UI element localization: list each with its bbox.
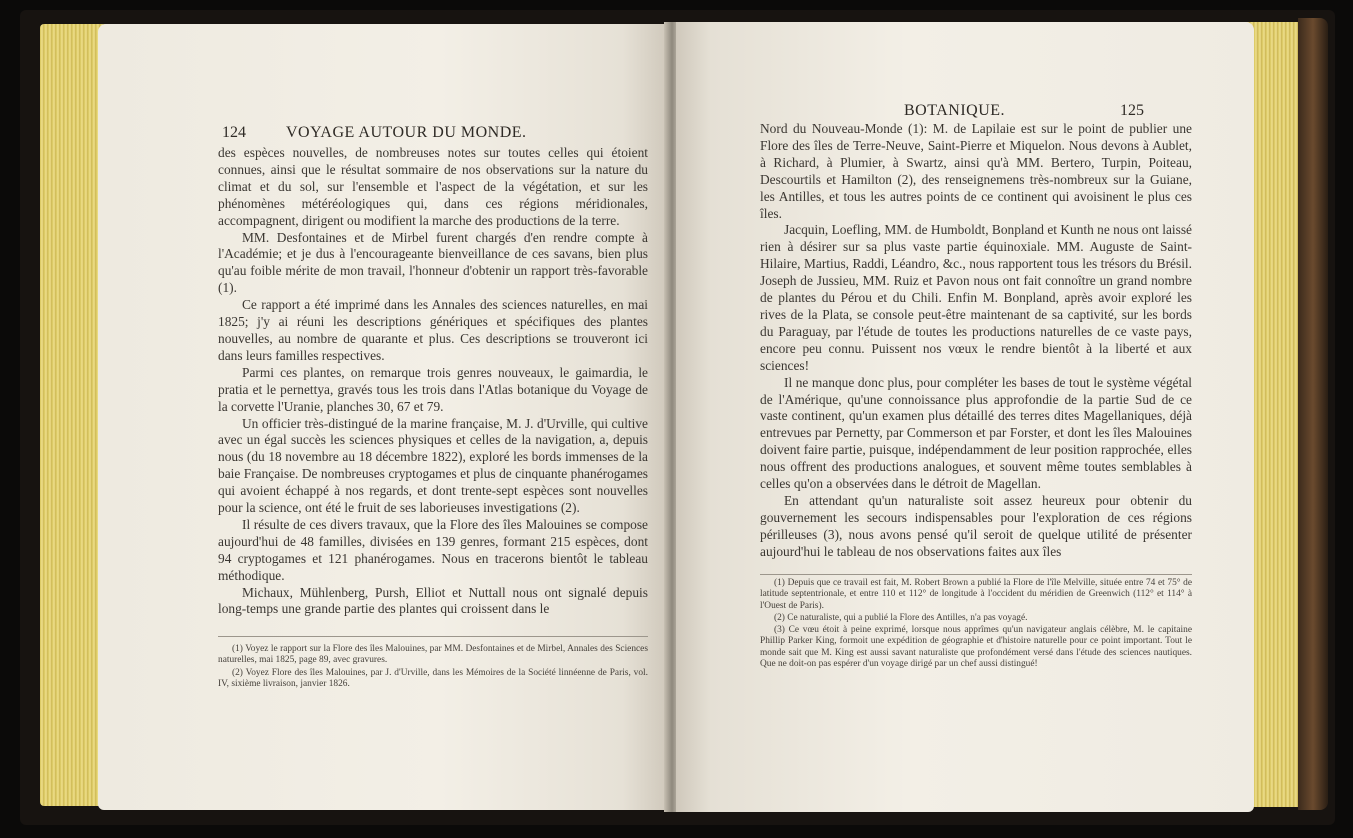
left-footnotes: [218, 644, 648, 691]
right-body-text: [760, 121, 1192, 561]
left-body-text: [218, 145, 648, 618]
footnote-divider: [760, 574, 1192, 575]
page-number-right: 125: [1120, 102, 1144, 119]
paragraph: Ce rapport a été imprimé dans les Annales des sciences naturelles, en mai 1825; j'y ai réuni les descriptions génériques et spécifiques des plantes nouvelles, au nombre de quarante et plus. Ces descriptions se trouveront ici dans leurs familles respectives.: [218, 297, 648, 363]
paragraph: Un officier très-distingué de la marine française, M. J. d'Urville, qui cultive avec un égal succès les sciences physiques et celles de la navigation, a, depuis nous (du 18 novembre au 18 décembre 1822), exploré les bords immenses de la baie Française. De nombreuses cryptogames et plus de cinquante phanérogames qui avoient échappé à nos regards, et dont trente-sept espèces sont nouvelles pour la science, ont été le fruit de ses laborieuses investigations (2).: [218, 415, 648, 516]
leather-cover-edge: [1298, 18, 1328, 810]
footnote: (1) Depuis que ce travail est fait, M. Robert Brown a publié la Flore de l'île Melville, située entre 74 et 75° de latitude septentrionale, et entre 110 et 112° de longitude à l'occident du méridien de Greenwich (112° et 114° à l'Ouest de Paris).: [760, 578, 1192, 611]
paragraph: En attendant qu'un naturaliste soit assez heureux pour obtenir du gouvernement les secours indispensables pour l'exploration de ces régions périlleuses (3), nous avons pensé qu'il seroit de quelque utilité de présenter aujourd'hui le tableau de nos observations faites aux îles: [760, 492, 1192, 559]
paragraph: MM. Desfontaines et de Mirbel furent chargés d'en rendre compte à l'Académie; et je dus à l'encourageante bienveillance de ces savans, bien plus qu'au foible mérite de mon travail, l'honneur d'obtenir un rapport très-favorable (1).: [218, 229, 648, 296]
page-number-left: 124: [222, 124, 246, 141]
paragraph: Il ne manque donc plus, pour compléter les bases de tout le système végétal de l'Amérique, qu'une connoissance plus approfondie de la partie Sud de ce vaste continent, qu'un examen plus détaillé des terres dites Magellaniques, déjà entrevues par Pernetty, par Commerson et par Forster, et dont les îles Malouines doivent faire partie, puisque, indépendamment de leur position rapprochée, elles nous offrent des productions analogues, et souvent même toutes semblables à celles qu'on a observées dans le détroit de Magellan.: [760, 374, 1192, 492]
paragraph: Nord du Nouveau-Monde (1): M. de Lapilaie est sur le point de publier une Flore des îles de Terre-Neuve, Saint-Pierre et Miquelon. Nous devons à Aublet, à Richard, à Plumier, à Swartz, ainsi qu'à MM. Bertero, Turpin, Poiteau, Descourtils et Hamilton (2), des renseignemens très-nombreux sur la Guiane, les Antilles, et tous les autres points de ce continent qui avoisinent le plus ces îles.: [760, 121, 1192, 221]
footnote: (2) Voyez Flore des îles Malouines, par J. d'Urville, dans les Mémoires de la Société linnéenne de Paris, vol. IV, sixième livraison, janvier 1826.: [218, 667, 648, 689]
running-head-right: BOTANIQUE.: [904, 102, 1006, 119]
paragraph: Il résulte de ces divers travaux, que la Flore des îles Malouines se compose aujourd'hui de 48 familles, divisées en 139 genres, formant 215 espèces, dont 94 cryptogames et 121 phanérogames. Nous en tracerons bientôt le tableau méthodique.: [218, 516, 648, 583]
footnote-divider: [218, 636, 648, 637]
paragraph: des espèces nouvelles, de nombreuses notes sur toutes celles qui étoient connues, ainsi que le résultat sommaire de nos observations sur la nature du climat et du sol, sur l'ensemble et l'aspect de la végétation, et sur les phénomènes météréologiques qui, dans ces régions méridionales, accompagnent, dirigent ou modifient la marche des productions de la terre.: [218, 145, 648, 228]
footnote: (3) Ce vœu étoit à peine exprimé, lorsque nous apprîmes qu'un navigateur anglais célèbre, M. le capitaine Phillip Parker King, formoit une expédition de géographie et d'histoire naturelle pour ce point important. Tout le monde sait que M. King est aussi savant naturaliste que profondément versé dans l'étude des sciences nautiques. Que ne doit-on pas espérer d'un voyage dirigé par un chef aussi distingué!: [760, 625, 1192, 670]
left-page: [98, 24, 668, 810]
footnote: (2) Ce naturaliste, qui a publié la Flore des Antilles, n'a pas voyagé.: [774, 612, 1028, 623]
running-head-left: VOYAGE AUTOUR DU MONDE.: [286, 124, 527, 141]
paragraph: Jacquin, Loefling, MM. de Humboldt, Bonpland et Kunth ne nous ont laissé rien à désirer sur sa plus vaste partie équinoxiale. MM. Auguste de Saint-Hilaire, Martius, Raddi, Léandro, &c., nous rapportent tous les trésors du Brésil. Joseph de Jussieu, MM. Ruiz et Pavon nous ont fait connoître un grand nombre de plantes du Pérou et du Chili. Enfin M. Bonpland, après avoir exploré les rives de la Plata, se console peut-être maintenant de sa captivité, sur les bords du Paraguay, par l'étude de toutes les productions naturelles de ce vaste pays, encore peu connu. Puissent nos vœux le rendre bientôt à la liberté et aux sciences!: [760, 222, 1192, 373]
paragraph: Michaux, Mühlenberg, Pursh, Elliot et Nuttall nous ont signalé depuis long-temps une grande partie des plantes qui croissent dans le: [218, 584, 648, 617]
right-page: [676, 22, 1254, 812]
right-footnotes: [760, 578, 1192, 671]
footnote: (1) Voyez le rapport sur la Flore des îles Malouines, par MM. Desfontaines et de Mirbel, Annales des Sciences naturelles, mai 1825, page 89, avec gravures.: [218, 644, 648, 666]
paragraph: Parmi ces plantes, on remarque trois genres nouveaux, le gaimardia, le pratia et le pernettya, gravés tous les trois dans l'Atlas botanique du Voyage de la corvette l'Uranie, planches 30, 67 et 79.: [218, 364, 648, 414]
